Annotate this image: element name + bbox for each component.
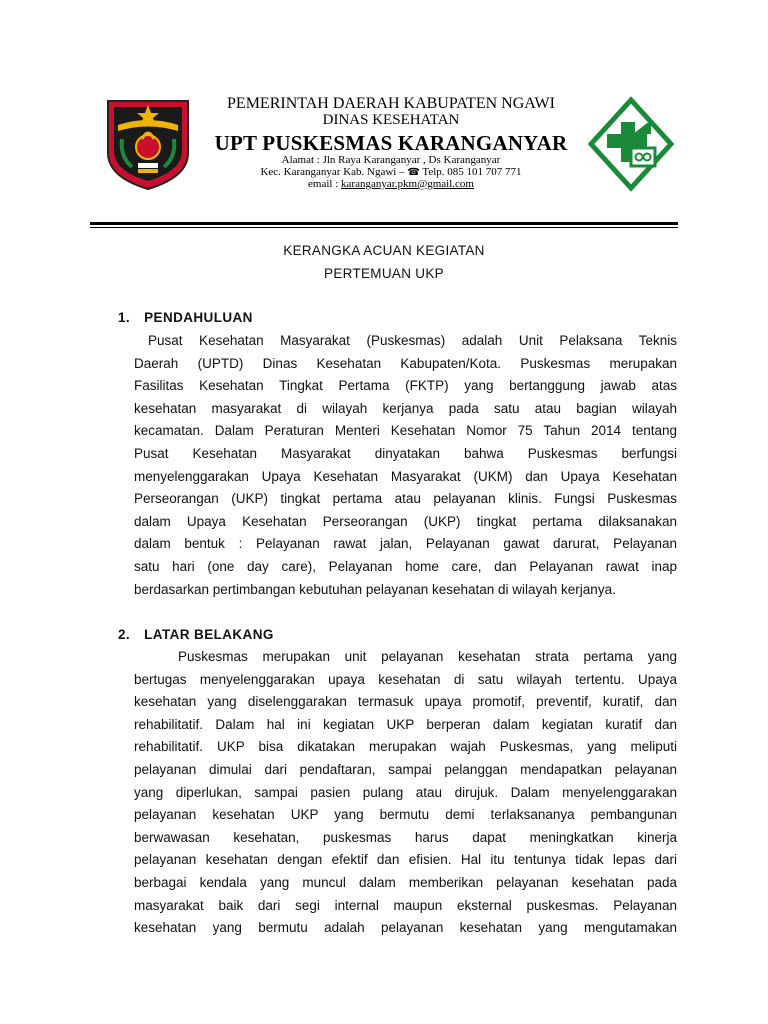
paragraph-line: pelayanan kesehatan UKP yang bermutu demi terlaksananya pembangunan [134,807,677,823]
section-number: 1. [118,310,131,325]
email-link[interactable]: karanganyar.pkm@gmail.com [341,178,474,190]
letterhead-divider-thin [90,227,678,228]
letterhead-department: DINAS KESEHATAN [322,112,460,128]
paragraph-line: pelayanan dimulai dari pendaftaran, sampai pelanggan mendapatkan pelayanan [134,761,677,777]
paragraph-line: Daerah (UPTD) Dinas Kesehatan Kabupaten/Kota. Puskesmas merupakan [134,355,677,371]
paragraph-line: rehabilitatif. UKP bisa dikatakan merupakan wajah Puskesmas, yang meliputi [134,739,677,755]
paragraph-line: Fasilitas Kesehatan Tingkat Pertama (FKTP) yang bertanggung jawab atas [134,378,677,394]
address-district: Kec. Karanganyar Kab. Ngawi – [260,166,405,178]
paragraph-line: kecamatan. Dalam Peraturan Menteri Kesehatan Nomor 75 Tahun 2014 tentang [134,423,677,439]
letterhead-divider-thick [90,222,678,225]
letterhead-government: PEMERINTAH DAERAH KABUPATEN NGAWI [227,95,555,112]
paragraph-line: rehabilitatif. Dalam hal ini kegiatan UKP berperan dalam kegiatan kuratif dan [134,716,677,732]
letterhead-email-line [198,178,584,190]
telephone-icon: ☎ [407,167,420,178]
paragraph-line: berbagai kendala yang muncul dalam memberikan pelayanan kesehatan pada [134,874,677,890]
document-title: KERANGKA ACUAN KEGIATAN [283,243,485,258]
section-body-pendahuluan [134,330,677,601]
email-label: email : [308,178,339,190]
paragraph-line: masyarakat baik dari segi internal maupun eksternal puskesmas. Pelayanan [134,897,677,913]
paragraph-line: pelayanan kesehatan dengan efektif dan efisien. Hal itu tentunya tidak lepas dari [134,852,677,868]
paragraph-line: kesehatan yang diselenggarakan termasuk upaya promotif, preventif, kuratif, dan [134,694,677,710]
paragraph-line: Puskesmas merupakan unit pelayanan kesehatan strata pertama yang [178,649,677,664]
paragraph-line: yang diperlukan, sampai pasien pulang atau dirujuk. Dalam menyelenggarakan [134,784,677,800]
paragraph-line: berwawasan kesehatan, puskesmas harus dapat meningkatkan kinerja [134,829,677,845]
section-body-latar-belakang [134,646,677,940]
paragraph-line: dalam Upaya Kesehatan Perseorangan (UKP) tingkat pertama dilaksanakan [134,513,677,529]
paragraph-line: dalam bentuk : Pelayanan rawat jalan, Pelayanan gawat darurat, Pelayanan [134,536,677,552]
paragraph-line: menyelenggarakan Upaya Kesehatan Masyarakat (UKM) dan Upaya Kesehatan [134,468,677,484]
section-heading-latar-belakang [118,627,274,642]
letterhead-address-line1: Alamat : Jln Raya Karanganyar , Ds Karanganyar [281,154,501,166]
paragraph-line: bertugas menyelenggarakan upaya kesehatan di satu wilayah tertentu. Upaya [134,671,677,687]
paragraph-line: Pusat Kesehatan Masyarakat (Puskesmas) adalah Unit Pelaksana Teknis [148,333,677,348]
paragraph-line: satu hari (one day care), Pelayanan home care, dan Pelayanan rawat inap [134,558,677,574]
letterhead-address-line2 [198,166,584,178]
section-heading-pendahuluan [118,310,253,325]
letterhead-organization: UPT PUSKESMAS KARANGANYAR [214,131,568,155]
paragraph-line: kesehatan masyarakat di wilayah kerjanya pada satu atau bagian wilayah [134,400,677,416]
ngawi-regency-emblem-icon [104,95,192,191]
paragraph-line: Pusat Kesehatan Masyarakat dinyatakan bahwa Puskesmas berfungsi [134,445,677,461]
document-subtitle: PERTEMUAN UKP [324,266,444,281]
section-title: LATAR BELAKANG [144,627,274,642]
paragraph-line: kesehatan yang bermutu adalah pelayanan kesehatan yang mengutamakan [134,920,677,936]
paragraph-line: berdasarkan pertimbangan kebutuhan pelayanan kesehatan di wilayah kerjanya. [134,581,616,597]
section-title: PENDAHULUAN [144,310,253,325]
puskesmas-logo-icon [587,96,675,192]
phone-number: Telp. 085 101 707 771 [422,166,522,178]
section-number: 2. [118,627,131,642]
paragraph-line: Perseorangan (UKP) tingkat pertama atau pelayanan klinis. Fungsi Puskesmas [134,491,677,507]
